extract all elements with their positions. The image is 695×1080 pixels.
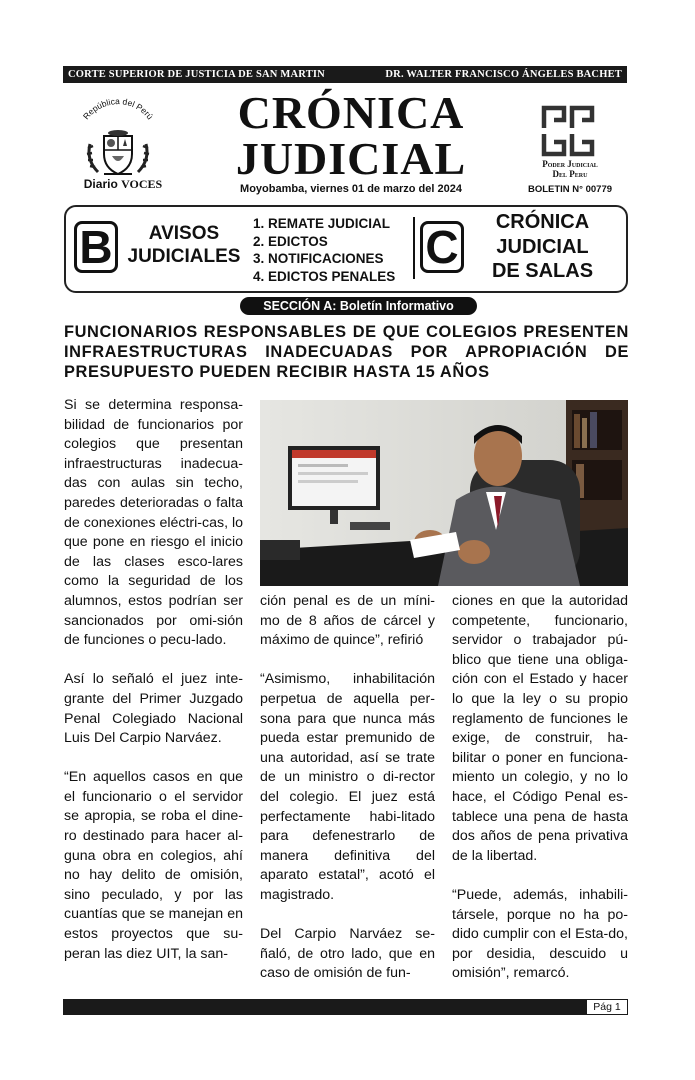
article-photo xyxy=(260,400,628,586)
article-column-1 xyxy=(64,396,243,984)
paragraph: ciones en que la autoridad competente, funcionario, servidor o trabajador pú-blico que tiene una obliga-ción con el Estado y hacer lo que la ley o su propio reglamento de funciones le exige, de construir, ha-bilitar o poner en funciona-miento un colegio, y no lo hace, el Código Penal es-tablece una pena de hasta dos años de pena privativa de la libertad. xyxy=(452,593,628,864)
pj-name-line-1: Poder Judicial xyxy=(542,159,598,169)
paragraph: “En aquellos casos en que el funcionario o el servidor se apropia, se roba el dine-ro destinado para hacer al-guna obra en colegios, ahí no hay delito de omisión, sino peculado, y por las cuantías que se manejan en estos proyectos que su-peran las diez UIT, la san- xyxy=(64,769,243,962)
paragraph: Si se determina responsa-bilidad de funcionarios por colegios que presentan infraestructuras inadecua-das con aulas sin techo, paredes deterioradas o falta de conexiones eléctri-cas, lo que pone en riesgo el inicio de las clases esco-lares como la seguridad de los alumnos, estos podrían ser sancionados por omi-sión de funciones o pecu-lado. xyxy=(64,397,244,649)
diario-voces-label xyxy=(78,177,168,192)
diario-name: VOCES xyxy=(121,177,163,191)
judge-name: DR. WALTER FRANCISCO ÁNGELES BACHET xyxy=(385,69,622,80)
judge-photo-illustration xyxy=(260,400,628,586)
section-b-list xyxy=(253,215,395,285)
section-b-title-line-2: JUDICIALES xyxy=(127,246,241,267)
section-c-title-line-2: JUDICIAL xyxy=(496,235,589,258)
top-bar xyxy=(63,66,627,83)
court-name: CORTE SUPERIOR DE JUSTICIA DE SAN MARTIN xyxy=(68,69,325,80)
section-c-title-line-1: CRÓNICA xyxy=(495,211,590,233)
poder-judicial-icon xyxy=(540,104,598,158)
section-c-letter: C xyxy=(420,221,464,273)
page-number: Pág 1 xyxy=(586,999,628,1015)
list-item: 3. NOTIFICACIONES xyxy=(253,251,384,266)
paragraph: “Puede, además, inhabili-társele, porque no ha po-dido cumplir con el Esta-do, por desidia, descuido u omisión”, remarcó. xyxy=(452,886,628,982)
article-column-2 xyxy=(260,592,435,1003)
article-headline: FUNCIONARIOS RESPONSABLES DE QUE COLEGIOS PRESENTEN INFRAESTRUCTURAS INADECUADAS POR APROPIACIÓN DE PRESUPUESTO PUEDEN RECIBIR HASTA 15 AÑOS xyxy=(64,323,629,381)
paragraph: Así lo señaló el juez inte-grante del Primer Juzgado Penal Colegiado Nacional Luis Del Carpio Narváez. xyxy=(64,671,243,747)
paragraph: “Asimismo, inhabilitación perpetua de aquella per-sona para que nunca más pueda estar premunido de una autoridad, así se trate de un ministro o di-rector del colegio. El juez está perfectamente habi-litado para defenestrarlo de manera definitiva del aparato estatal”, acotó el magistrado. xyxy=(260,671,435,903)
title-line-2: JUDICIAL xyxy=(235,133,467,184)
republic-arc-text: República del Perú xyxy=(80,96,156,122)
section-b-title xyxy=(120,222,248,268)
section-b-letter: B xyxy=(74,221,118,273)
pj-name-line-2: Del Peru xyxy=(552,169,588,179)
masthead-title xyxy=(220,87,482,184)
bulletin-number: BOLETIN N° 00779 xyxy=(527,184,613,195)
list-item: 2. EDICTOS xyxy=(253,233,328,249)
svg-text:República del Perú xyxy=(81,96,156,121)
paragraph: Del Carpio Narváez se-ñaló, de otro lado, que en caso de omisión de fun- xyxy=(260,926,435,982)
list-item: 1. REMATE JUDICIAL xyxy=(253,216,391,231)
section-b-title-line-1: AVISOS xyxy=(148,223,220,244)
section-c-title xyxy=(470,210,615,284)
section-divider xyxy=(413,217,415,279)
paragraph: ción penal es de un míni-mo de 8 años de cárcel y máximo de quince”, refirió xyxy=(260,593,435,649)
section-c-title-line-3: DE SALAS xyxy=(491,260,594,282)
footer-bar xyxy=(63,999,628,1015)
publication-date: Moyobamba, viernes 01 de marzo del 2024 xyxy=(240,183,462,195)
diario-prefix: Diario xyxy=(83,177,122,191)
title-line-1: CRÓNICA xyxy=(237,87,465,138)
article-column-3 xyxy=(452,592,628,1003)
list-item: 4. EDICTOS PENALES xyxy=(253,268,396,284)
poder-judicial-name xyxy=(523,159,617,179)
section-label: SECCIÓN A: Boletín Informativo xyxy=(240,297,477,315)
